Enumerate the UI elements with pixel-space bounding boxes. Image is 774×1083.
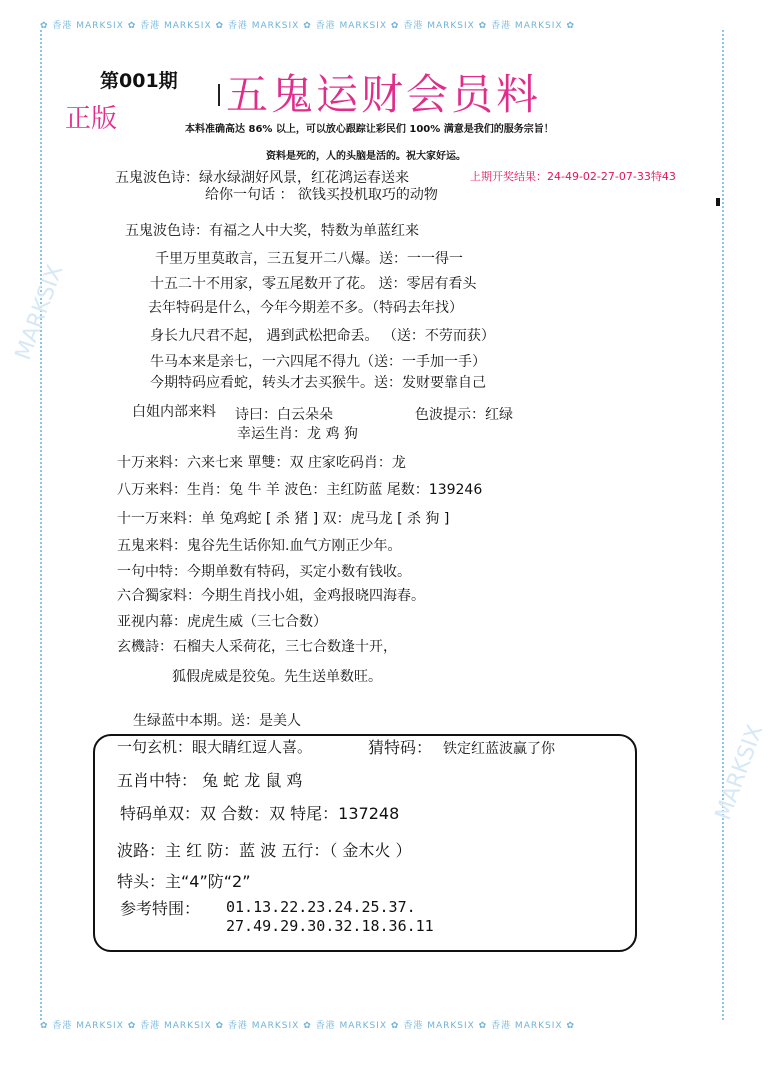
last-draw-result: 上期开奖结果：24-49-02-27-07-33特43 xyxy=(470,170,676,183)
reference-numbers-1: 01.13.22.23.24.25.37. xyxy=(226,898,416,916)
decorative-border-left xyxy=(40,30,54,1020)
issue-number: 第001期 xyxy=(100,70,178,92)
material-110k: 十一万来料：单 兔鸡蛇 [ 杀 猪 ] 双：虎马龙 [ 杀 狗 ] xyxy=(117,511,450,527)
color-hint: 色波提示：红绿 xyxy=(415,407,513,423)
material-100k: 十万来料：六来七来 單雙：双 庄家吃码肖：龙 xyxy=(117,455,406,471)
verse-line-5: 牛马本来是亲七，一六四尾不得九（送：一手加一手） xyxy=(150,354,486,370)
lucky-zodiac: 幸运生肖：龙 鸡 狗 xyxy=(237,426,358,442)
wave-color-poem-2: 五鬼波色诗：有福之人中大奖，特数为单蓝红来 xyxy=(125,223,419,239)
parity-sum-tail: 特码单双：双 合数：双 特尾：137248 xyxy=(120,804,400,823)
verse-line-2: 十五二十不用家，零五尾数开了花。 送：零居有看头 xyxy=(150,276,477,292)
poem-say: 诗曰：白云朵朵 xyxy=(235,407,333,423)
verse-line-3: 去年特码是什么，今年今期差不多。（特码去年找） xyxy=(148,300,463,316)
one-sentence-tip: 一句中特：今期单数有特码，买定小数有钱收。 xyxy=(117,564,411,580)
give-sentence: 给你一句话 ： 欲钱买投机取巧的动物 xyxy=(205,187,438,203)
wugui-material: 五鬼来料：鬼谷先生话你知.血气方刚正少年。 xyxy=(117,538,402,554)
watermark-right: MARKSIX xyxy=(710,721,769,824)
reference-label: 参考特围： xyxy=(120,899,201,918)
decorative-border-right xyxy=(722,30,736,1020)
subtitle-luck: 资料是死的，人的头脑是活的。祝大家好运。 xyxy=(266,151,466,162)
scan-mark xyxy=(716,198,720,206)
wave-route: 波路：主 红 防：蓝 波 五行：（ 金木火 ） xyxy=(117,841,412,860)
wave-color-poem-1: 五鬼波色诗：绿水绿湖好风景，红花鸿运春送来 xyxy=(115,170,409,186)
asia-inside: 亚视内幕：虎虎生威（三七合数） xyxy=(117,614,327,630)
liuhe-exclusive: 六合獨家料：今期生肖找小姐，金鸡报晓四海春。 xyxy=(117,588,425,604)
decorative-border-top: ✿ 香港 MARKSIX ✿ 香港 MARKSIX ✿ 香港 MARKSIX ✿ 香港 MARKSIX ✿ 香港 MARKSIX ✿ 香港 MARKSIX ✿ xyxy=(40,21,575,31)
xuanji-poem-line-1: 玄機詩：石榴夫人采荷花，三七合数逢十开， xyxy=(117,639,397,655)
verse-line-6: 今期特码应看蛇，转头才去买猴牛。送：发财要靠自己 xyxy=(150,375,486,391)
five-zodiac: 五肖中特： 兔 蛇 龙 鼠 鸡 xyxy=(117,771,303,790)
page-title: 五鬼运财会员料 xyxy=(226,70,542,119)
xuanji-sentence: 一句玄机：眼大睛红逗人喜。 xyxy=(117,738,313,756)
verse-line-1: 千里万里莫敢言，三五复开二八爆。送：一一得一 xyxy=(155,251,463,267)
title-divider xyxy=(218,84,220,106)
insider-label: 白姐内部来料 xyxy=(132,404,216,420)
guess-code-label: 猜特码： xyxy=(368,738,433,757)
reference-numbers-2: 27.49.29.30.32.18.36.11 xyxy=(226,917,434,935)
guess-code-value: 铁定红蓝波赢了你 xyxy=(443,741,555,757)
xuanji-poem-line-2: 狐假虎威是狡兔。先生送单数旺。 xyxy=(172,669,382,685)
special-head: 特头：主“4”防“2” xyxy=(117,872,251,891)
verse-line-4: 身长九尺君不起， 遇到武松把命丢。 （送：不劳而获） xyxy=(150,328,495,344)
subtitle-accuracy: 本料准确高达 86% 以上，可以放心跟踪让彩民们 100% 满意是我们的服务宗旨！ xyxy=(185,124,554,135)
material-80k: 八万来料：生肖：兔 牛 羊 波色：主红防蓝 尾数：139246 xyxy=(117,482,483,498)
watermark-left: MARKSIX xyxy=(10,261,69,364)
decorative-border-bottom: ✿ 香港 MARKSIX ✿ 香港 MARKSIX ✿ 香港 MARKSIX ✿ 香港 MARKSIX ✿ 香港 MARKSIX ✿ 香港 MARKSIX ✿ xyxy=(40,1021,575,1031)
authentic-badge: 正版 xyxy=(65,104,118,134)
green-blue-note: 生绿蓝中本期。送：是美人 xyxy=(133,713,301,729)
